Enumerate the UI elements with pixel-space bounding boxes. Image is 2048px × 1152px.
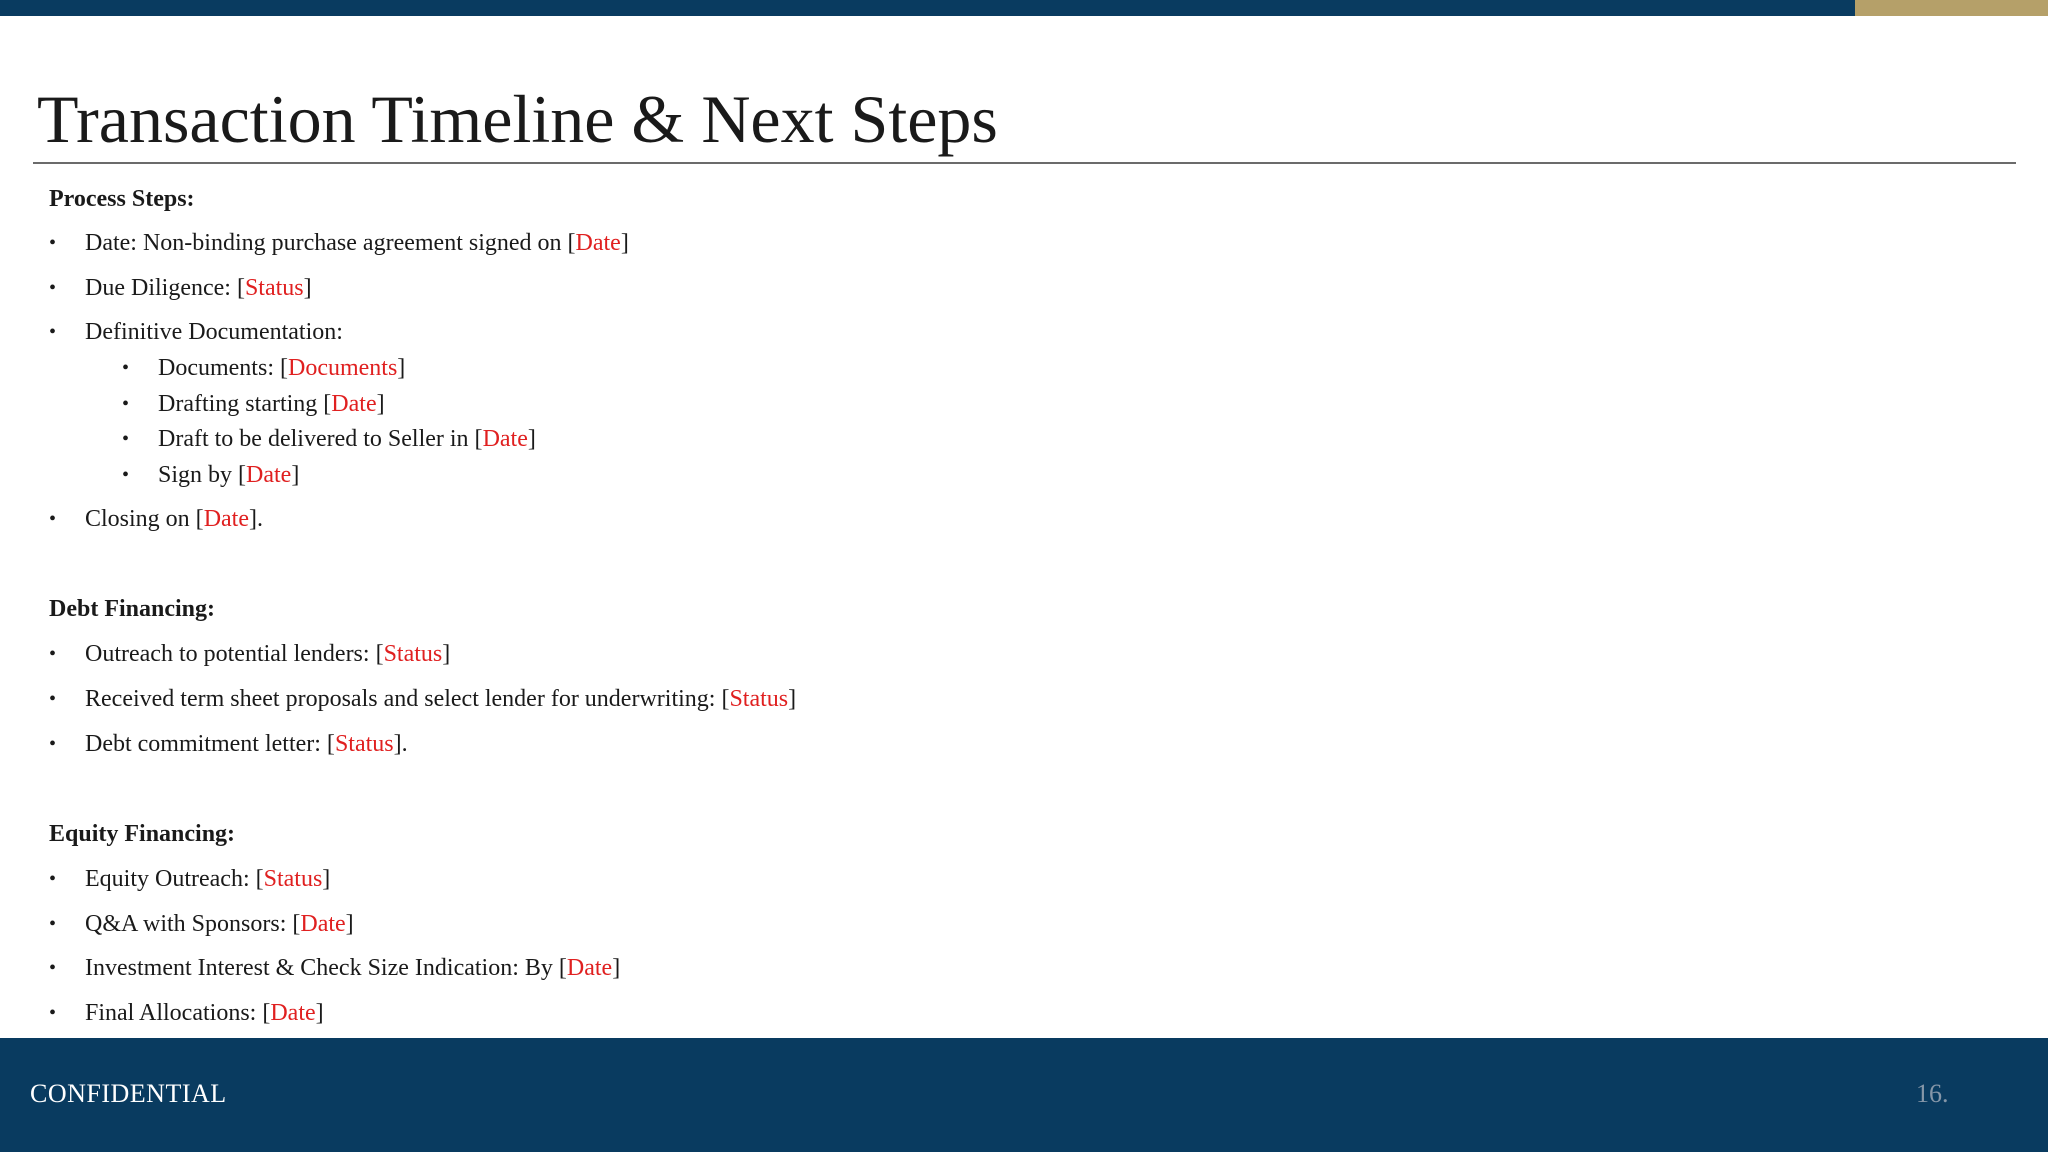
bullet-icon: • — [49, 913, 57, 935]
item-text: Due Diligence: [ — [85, 275, 245, 301]
list-item-sponsor-qa — [49, 909, 354, 939]
item-end: ] — [322, 866, 331, 892]
page-number: 16. — [1916, 1079, 1949, 1108]
bullet-icon: • — [49, 508, 57, 530]
placeholder-date: Date — [246, 462, 292, 488]
item-text: Drafting starting [ — [158, 391, 332, 417]
slide-title: Transaction Timeline & Next Steps — [37, 81, 998, 157]
list-item-definitive-documentation — [49, 317, 343, 347]
placeholder-date: Date — [331, 391, 377, 417]
bullet-icon: • — [49, 957, 57, 979]
placeholder-documents: Documents — [287, 355, 398, 381]
item-text: Investment Interest & Check Size Indication: By [ — [85, 955, 567, 981]
item-end: ] — [315, 1000, 324, 1026]
placeholder-date: Date — [203, 506, 249, 532]
item-text: Sign by [ — [158, 462, 247, 488]
sub-item-drafting — [122, 389, 385, 419]
process-steps-heading: Process Steps: — [49, 186, 195, 212]
list-item-commitment-letter — [49, 729, 408, 759]
item-text: Draft to be delivered to Seller in [ — [158, 426, 483, 452]
bullet-icon: • — [122, 393, 130, 415]
item-end: ] — [612, 955, 621, 981]
list-item-due-diligence — [49, 273, 312, 303]
bullet-icon: • — [122, 357, 130, 379]
confidential-label: CONFIDENTIAL — [30, 1079, 227, 1108]
item-text: Debt commitment letter: [ — [85, 731, 335, 757]
placeholder-date: Date — [575, 230, 621, 256]
list-item-term-sheet — [49, 684, 797, 714]
bullet-icon: • — [49, 1002, 57, 1024]
placeholder-status: Status — [729, 686, 789, 712]
item-text: Date: Non-binding purchase agreement signed on [ — [85, 230, 576, 256]
placeholder-status: Status — [263, 866, 323, 892]
list-item-lender-outreach — [49, 639, 451, 669]
item-text: Equity Outreach: [ — [85, 866, 264, 892]
item-end: ] — [376, 391, 385, 417]
item-end: ] — [442, 641, 451, 667]
placeholder-date: Date — [566, 955, 613, 981]
placeholder-status: Status — [334, 731, 394, 757]
item-text: Final Allocations: [ — [85, 1000, 271, 1026]
bullet-icon: • — [49, 688, 57, 710]
list-item-equity-outreach — [49, 864, 331, 894]
bullet-icon: • — [49, 733, 57, 755]
bullet-icon: • — [49, 868, 57, 890]
item-end: ] — [620, 230, 629, 256]
sub-item-draft-delivered — [122, 424, 536, 454]
list-item-agreement-date — [49, 228, 629, 258]
bullet-icon: • — [122, 428, 130, 450]
bullet-icon: • — [122, 464, 130, 486]
item-text: Definitive Documentation: — [85, 319, 343, 345]
bullet-icon: • — [49, 321, 57, 343]
bullet-icon: • — [49, 277, 57, 299]
bullet-icon: • — [49, 232, 57, 254]
placeholder-date: Date — [482, 426, 528, 452]
sub-item-sign-by — [122, 460, 300, 490]
placeholder-date: Date — [300, 911, 346, 937]
debt-financing-heading: Debt Financing: — [49, 596, 216, 622]
item-end: ] — [345, 911, 354, 937]
placeholder-date: Date — [270, 1000, 316, 1026]
placeholder-status: Status — [244, 275, 304, 301]
equity-financing-heading: Equity Financing: — [49, 821, 236, 847]
placeholder-status: Status — [383, 641, 443, 667]
sub-item-documents — [122, 353, 406, 383]
item-text: Q&A with Sponsors: [ — [85, 911, 301, 937]
item-end: ] — [303, 275, 312, 301]
item-end: ]. — [249, 506, 263, 532]
item-text: Documents: [ — [158, 355, 288, 381]
item-text: Received term sheet proposals and select lender for underwriting: [ — [85, 686, 730, 712]
list-item-investment-interest — [49, 953, 621, 983]
item-end: ] — [788, 686, 797, 712]
list-item-closing — [49, 504, 263, 534]
list-item-final-allocations — [49, 998, 324, 1028]
slide-footer — [0, 1038, 2048, 1152]
item-end: ] — [397, 355, 406, 381]
item-text: Closing on [ — [85, 506, 204, 532]
item-end: ] — [291, 462, 300, 488]
item-text: Outreach to potential lenders: [ — [85, 641, 384, 667]
item-end: ] — [527, 426, 536, 452]
item-end: ]. — [393, 731, 408, 757]
bullet-icon: • — [49, 643, 57, 665]
